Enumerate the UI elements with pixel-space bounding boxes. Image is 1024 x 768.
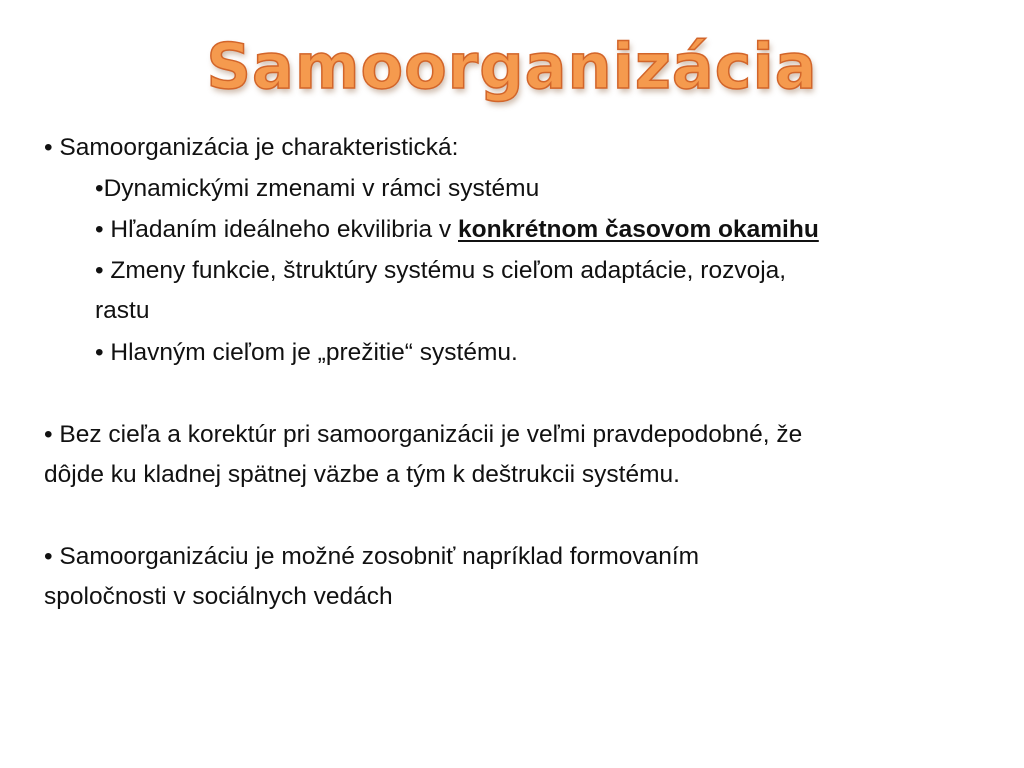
sub-bullet-dynamic-changes: •Dynamickými zmenami v rámci systému bbox=[95, 175, 540, 202]
bullet-feedback-line-2: dôjde ku kladnej spätnej väzbe a tým k deštrukcii systému. bbox=[44, 461, 680, 488]
sub-bullet-survival: • Hlavným cieľom je „prežitie“ systému. bbox=[95, 339, 518, 366]
sub-bullet-equilibrium-text: • Hľadaním ideálneho ekvilibria v bbox=[95, 216, 458, 243]
emphasized-phrase: konkrétnom časovom okamihu bbox=[458, 216, 819, 243]
sub-bullet-changes-line-1: • Zmeny funkcie, štruktúry systému s cieľom adaptácie, rozvoja, bbox=[95, 257, 787, 284]
bullet-example-line-2: spoločnosti v sociálnych vedách bbox=[44, 583, 393, 610]
sub-bullet-equilibrium bbox=[95, 215, 819, 245]
slide-title: Samoorganizácia bbox=[206, 30, 818, 103]
sub-bullet-changes-line-2: rastu bbox=[95, 297, 150, 324]
bullet-characteristics: • Samoorganizácia je charakteristická: bbox=[44, 134, 459, 161]
bullet-feedback-line-1: • Bez cieľa a korektúr pri samoorganizácii je veľmi pravdepodobné, že bbox=[44, 421, 803, 448]
bullet-example-line-1: • Samoorganizáciu je možné zosobniť napríklad formovaním bbox=[44, 543, 700, 570]
